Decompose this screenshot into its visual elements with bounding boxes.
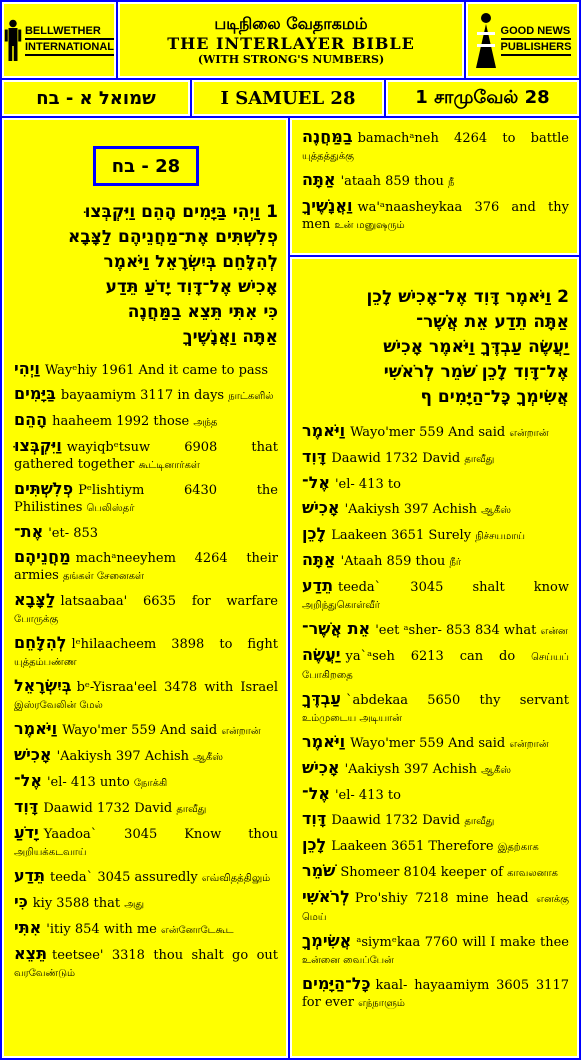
word-entry <box>302 810 569 830</box>
word-entry <box>14 867 278 887</box>
word-entry <box>302 128 569 165</box>
hebrew-word: בַמַּחֲנֶה <box>302 127 353 146</box>
transliteration-gloss: 'Aakiysh 397 Achish <box>56 749 190 764</box>
transliteration-gloss: teetsee' 3318 thou shalt go out <box>52 948 278 963</box>
word-entry <box>14 720 278 740</box>
tamil-gloss: அந்த <box>193 417 218 428</box>
tamil-gloss: வரவேண்டும் <box>14 968 76 979</box>
transliteration-gloss: 'Ataah 859 thou <box>340 554 446 569</box>
tamil-gloss: நிச்சயமாய் <box>475 531 525 542</box>
tamil-gloss: நோக்கி <box>133 778 168 789</box>
logo-line-1: GOOD NEWS <box>501 24 572 40</box>
transliteration-gloss: bᵉ-Yisraa'eel 3478 with Israel <box>76 680 278 695</box>
transliteration-gloss: teeda` 3045 assuredly <box>50 870 198 885</box>
hebrew-word: וַיִּקְבְּצוּ <box>14 436 62 455</box>
hebrew-word: וַיְהִי <box>14 359 40 378</box>
tamil-gloss: தாவீது <box>464 816 495 827</box>
tamil-gloss: ஆகீஸ் <box>481 765 511 776</box>
hebrew-verse-line: אָכִישׁ אֶל־דָּוִד יָדֹעַ תֵּדַע <box>105 277 278 297</box>
tower-figure-icon <box>474 12 498 68</box>
tamil-gloss: இதற்காக <box>497 842 539 853</box>
hebrew-verse-line: 2 וַיֹּאמֶר דָּוִד אֶל־אָכִישׁ לָכֵן <box>366 287 569 307</box>
transliteration-gloss: latsaabaa' 6635 for warfare <box>60 594 278 609</box>
transliteration-gloss: 'eet ᵃsher- 853 834 what <box>375 623 537 638</box>
tamil-gloss: கூட்டினார்கள் <box>138 460 200 471</box>
transliteration-gloss: wayiqbᵉtsuw 6908 that gathered together <box>14 440 278 472</box>
hebrew-word: לָכֵן <box>302 524 327 543</box>
hebrew-word: אָכִישׁ <box>302 758 340 777</box>
tamil-gloss: அறியக்கடவாய் <box>14 847 87 858</box>
word-entry <box>14 798 278 818</box>
tamil-gloss: என்ன <box>540 626 568 637</box>
transliteration-gloss: ya`ᵃseh 6213 can do <box>345 649 516 664</box>
hebrew-word: בַּיָּמִים <box>14 384 56 403</box>
hebrew-word: כָּל־הַיָּמִים <box>302 974 371 993</box>
tamil-gloss: எனக்கு மெய் <box>302 894 570 923</box>
word-entry <box>302 171 569 191</box>
tamil-gloss: நீர் <box>449 557 462 568</box>
hebrew-verse-line: אֶל־דָּוִד לָכֵן שֹׁמֵר לְרֹאשִׁי <box>383 362 569 382</box>
word-entry <box>302 448 569 468</box>
word-entry <box>14 591 278 628</box>
tamil-gloss: தாவீது <box>464 454 495 465</box>
tamil-gloss: என்றான் <box>509 739 549 750</box>
verse-2-hebrew <box>302 285 569 410</box>
word-entry <box>302 620 569 640</box>
reference-hebrew <box>2 80 190 116</box>
transliteration-gloss: wa'ᵃnaasheykaa 376 and thy men <box>302 200 569 232</box>
tamil-gloss: ஆகீஸ் <box>481 505 511 516</box>
tamil-gloss: தங்கள் சேனைகள் <box>62 571 145 582</box>
tamil-gloss: உன் மனுஷரும் <box>334 220 405 231</box>
transliteration-gloss: 'el- 413 to <box>334 788 401 803</box>
hebrew-word: אָכִישׁ <box>14 745 52 764</box>
transliteration-gloss: bayaamiym 3117 in days <box>60 388 225 403</box>
transliteration-gloss: Laakeen 3651 Therefore <box>331 839 494 854</box>
hebrew-word: יָדֹעַ <box>14 823 39 842</box>
hebrew-word: בְּיִשְׂרָאֵל <box>14 676 72 695</box>
tamil-gloss: யுத்தத்துக்கு <box>302 151 355 162</box>
hebrew-word: דָּוִד <box>302 809 327 828</box>
hebrew-verse-line: אַתָּה וַאֲנָשֶׁיךָ <box>182 327 278 347</box>
title-block <box>118 2 464 78</box>
right-column <box>290 257 579 1058</box>
word-entry <box>302 888 569 926</box>
hebrew-word: וַיֹּאמֶר <box>14 719 58 738</box>
word-entry <box>14 411 278 431</box>
word-entry <box>302 422 569 442</box>
word-entry <box>302 836 569 856</box>
tamil-gloss: ஆகீஸ் <box>193 752 223 763</box>
transliteration-gloss: Daawid 1732 David <box>43 801 173 816</box>
hebrew-word: אֶל־ <box>302 784 330 803</box>
logo-line-2: PUBLISHERS <box>501 40 572 56</box>
transliteration-gloss: Yaadoa` 3045 Know thou <box>43 827 278 842</box>
hebrew-word: שֹׁמֵר <box>302 861 336 880</box>
transliteration-gloss: 'Aakiysh 397 Achish <box>344 762 478 777</box>
hebrew-word: אֶת־ <box>14 522 44 541</box>
reference-tamil-text: 1 சாமுவேல் 28 <box>415 86 550 108</box>
tamil-gloss: இஸ்ரவேலின் மேல் <box>14 700 103 711</box>
word-entry <box>302 474 569 493</box>
word-entry <box>302 577 569 614</box>
word-entry <box>302 551 569 571</box>
word-entry <box>302 733 569 753</box>
transliteration-gloss: teeda` 3045 shalt know <box>338 580 569 595</box>
word-entry <box>302 785 569 804</box>
hebrew-word: פְלִשְׁתִּים <box>14 479 74 498</box>
tamil-gloss: என்றான் <box>221 726 261 737</box>
word-entry <box>14 746 278 766</box>
hebrew-word: אֶל־ <box>14 771 42 790</box>
reference-english <box>192 80 384 116</box>
transliteration-gloss: Wayo'mer 559 And said <box>62 723 218 738</box>
transliteration-gloss: Laakeen 3651 Surely <box>331 528 472 543</box>
man-figure-icon <box>4 12 22 68</box>
word-entry <box>302 690 569 727</box>
chapter-label <box>93 146 199 186</box>
transliteration-gloss: 'itiy 854 with me <box>46 922 157 937</box>
tamil-gloss: எவ்விதத்திலும் <box>201 873 271 884</box>
hebrew-verse-line: יַעֲשֶׂה עַבְדֶּךָ וַיֹּאמֶר אָכִישׁ <box>383 337 569 357</box>
transliteration-gloss: `abdekaa 5650 thy servant <box>346 693 569 708</box>
word-entry <box>14 548 278 585</box>
hebrew-word: לְהִלָּחֵם <box>14 633 67 652</box>
hebrew-word: וַיֹּאמֶר <box>302 732 346 751</box>
tamil-gloss: எந்நாளும் <box>358 998 405 1009</box>
transliteration-gloss: Pro'shiy 7218 mine head <box>354 891 529 906</box>
hebrew-word: תֵדַע <box>302 576 333 595</box>
transliteration-gloss: kaal- hayaamiym 3605 3117 for ever <box>302 978 569 1010</box>
word-entry <box>302 932 569 969</box>
hebrew-word: תֵּצֵא <box>14 944 48 963</box>
transliteration-gloss: kiy 3588 that <box>32 896 121 911</box>
hebrew-word: דָּוִד <box>302 447 327 466</box>
transliteration-gloss: Daawid 1732 David <box>331 451 461 466</box>
transliteration-gloss: Wayo'mer 559 And said <box>350 736 506 751</box>
left-column <box>2 118 288 1058</box>
tamil-gloss: என்னோடேகூட <box>161 925 234 936</box>
left-entries <box>14 360 278 982</box>
transliteration-gloss: 'et- 853 <box>48 526 99 541</box>
transliteration-gloss: Daawid 1732 David <box>331 813 461 828</box>
tamil-gloss: யுத்தம்பண்ண <box>14 657 77 668</box>
hebrew-word: אֵת אֲשֶׁר־ <box>302 619 371 638</box>
hebrew-word: לַצָּבָא <box>14 590 56 609</box>
hebrew-verse-line: לְהִלָּחֵם בְּיִשְׂרָאֵל וַיֹּאמֶר <box>103 252 278 272</box>
word-entry <box>14 919 278 939</box>
hebrew-word: לָכֵן <box>302 835 327 854</box>
reference-hebrew-text: שמואל א - בח <box>36 87 156 109</box>
word-entry <box>302 975 569 1012</box>
tamil-gloss: நாட்களில் <box>228 391 274 402</box>
word-entry <box>302 197 569 234</box>
word-entry <box>14 945 278 982</box>
hebrew-word: אֲשִׂימְךָ <box>302 931 352 950</box>
transliteration-gloss: Pᵉlishtiym 6430 the Philistines <box>14 483 278 515</box>
hebrew-word: יַעֲשֶׂה <box>302 645 341 664</box>
verse-1-hebrew <box>14 200 278 350</box>
tamil-gloss: தாவீது <box>176 804 207 815</box>
word-entry <box>14 893 278 913</box>
hebrew-word: הָהֵם <box>14 410 48 429</box>
logo-line-1: BELLWETHER <box>25 24 114 40</box>
title-tamil: படிநிலை வேதாகமம் <box>214 13 368 33</box>
word-entry <box>302 862 569 882</box>
transliteration-gloss: machᵃneeyhem 4264 their armies <box>14 551 278 583</box>
hebrew-verse-line: כִּי אִתִּי תֵּצֵא בַמַּחֲנֶה <box>127 302 278 322</box>
title-english: THE INTERLAYER BIBLE <box>167 33 415 53</box>
transliteration-gloss: 'el- 413 unto <box>46 775 130 790</box>
transliteration-gloss: haaheem 1992 those <box>52 414 190 429</box>
hebrew-word: וַיֹּאמֶר <box>302 421 346 440</box>
word-entry <box>302 525 569 545</box>
right-entries <box>302 422 569 1012</box>
transliteration-gloss: Wayo'mer 559 And said <box>350 425 506 440</box>
logo-line-2: INTERNATIONAL <box>25 40 114 56</box>
word-entry <box>14 437 278 474</box>
transliteration-gloss: Shomeer 8104 keeper of <box>340 865 503 880</box>
transliteration-gloss: Wayᵉhiy 1961 And it came to pass <box>44 363 269 378</box>
transliteration-gloss: 'el- 413 to <box>334 477 401 492</box>
word-entry <box>302 759 569 779</box>
hebrew-verse-line: אַתָּה תֵדַע אֵת אֲשֶׁר־ <box>416 312 569 332</box>
chapter-label-text: 28 - בח <box>111 155 181 177</box>
word-entry <box>14 480 278 517</box>
hebrew-word: וַאֲנָשֶׁיךָ <box>302 196 353 215</box>
tamil-gloss: பெலிஸ்தர் <box>86 503 135 514</box>
reference-english-text: I SAMUEL 28 <box>220 87 356 109</box>
hebrew-word: לְרֹאשִׁי <box>302 887 350 906</box>
tamil-gloss: உம்முடைய அடியான் <box>302 713 402 724</box>
transliteration-gloss: 'Aakiysh 397 Achish <box>344 502 478 517</box>
hebrew-verse-line: 1 וַיְהִי בַּיָּמִים הָהֵם וַיִּקְבְּצוּ <box>84 202 278 222</box>
tamil-gloss: காவலனாக <box>507 868 558 879</box>
hebrew-verse-line: פְלִשְׁתִּים אֶת־מַחֲנֵיהֶם לַצָּבָא <box>67 227 278 247</box>
bellwether-logo <box>2 2 116 78</box>
hebrew-word: מַחֲנֵיהֶם <box>14 547 71 566</box>
word-entry <box>14 772 278 792</box>
word-entry <box>14 824 278 861</box>
hebrew-word: אַתָּה <box>302 170 336 189</box>
transliteration-gloss: 'ataah 859 thou <box>340 174 444 189</box>
tamil-gloss: உன்னை வைப்பேன் <box>302 955 394 966</box>
tamil-gloss: போருக்கு <box>14 614 59 625</box>
tamil-gloss: செய்யப் போகிறதை <box>302 652 569 681</box>
word-entry <box>14 634 278 671</box>
hebrew-word: תֵּדַע <box>14 866 45 885</box>
hebrew-word: אֶל־ <box>302 473 330 492</box>
hebrew-word: עַבְדֶּךָ <box>302 689 342 708</box>
hebrew-word: דָּוִד <box>14 797 39 816</box>
word-entry <box>14 360 278 379</box>
word-entry <box>14 677 278 714</box>
transliteration-gloss: lᵉhilaacheem 3898 to fight <box>71 637 278 652</box>
hebrew-word: אַתָּה <box>302 550 336 569</box>
right-top-column <box>290 118 579 255</box>
right-top-entries <box>302 128 569 234</box>
word-entry <box>302 646 569 684</box>
transliteration-gloss: ᵃsiymᵉkaa 7760 will I make thee <box>356 935 569 950</box>
subtitle: (WITH STRONG'S NUMBERS) <box>197 52 385 66</box>
word-entry <box>14 385 278 405</box>
tamil-gloss: அது <box>124 899 145 910</box>
word-entry <box>14 523 278 542</box>
hebrew-verse-line: אֲשִׂימְךָ כָּל־הַיָּמִים ף <box>420 387 569 407</box>
tamil-gloss: நீ <box>448 177 455 188</box>
tamil-gloss: என்றான் <box>509 428 549 439</box>
reference-tamil <box>386 80 579 116</box>
good-news-logo <box>466 2 579 78</box>
tamil-gloss: அறிந்துகொள்வீர் <box>302 600 381 611</box>
hebrew-word: אִתִּי <box>14 918 42 937</box>
hebrew-word: כִּי <box>14 892 28 911</box>
transliteration-gloss: bamachᵃneh 4264 to battle <box>357 131 569 146</box>
word-entry <box>302 499 569 519</box>
hebrew-word: אָכִישׁ <box>302 498 340 517</box>
